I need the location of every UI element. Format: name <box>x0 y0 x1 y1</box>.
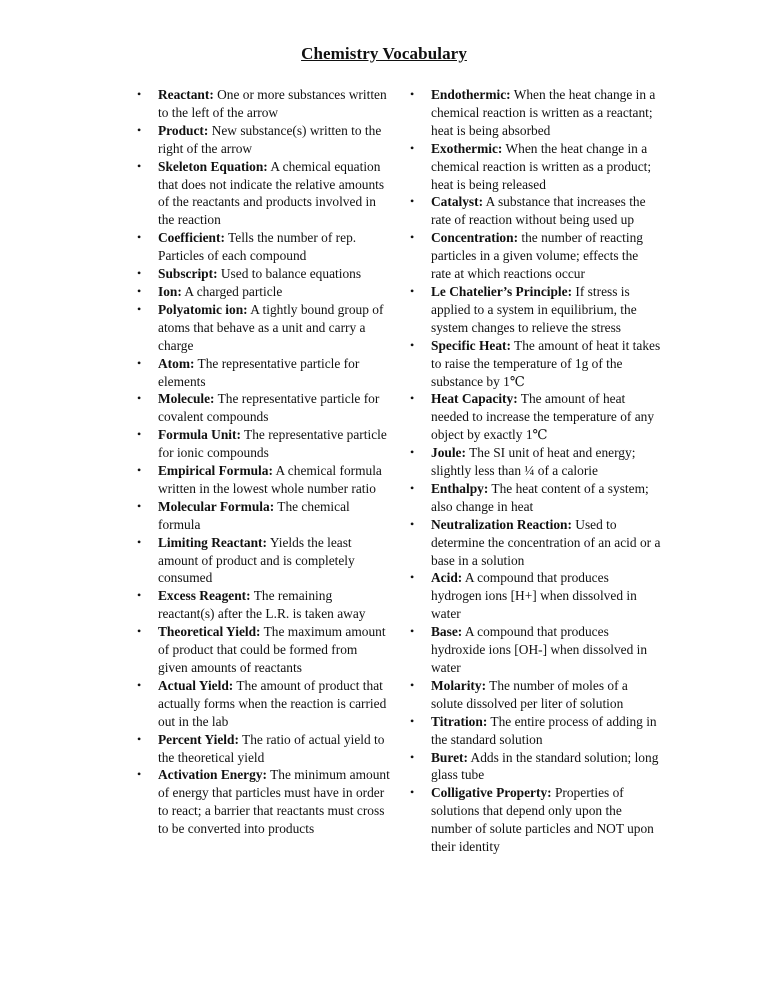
vocab-term: Skeleton Equation: <box>158 158 268 174</box>
vocab-term: Enthalpy: <box>431 480 489 496</box>
bullet-icon: • <box>137 122 142 137</box>
bullet-icon: • <box>137 427 142 442</box>
bullet-icon: • <box>137 534 142 549</box>
vocab-entry <box>128 587 390 623</box>
vocab-term: Concentration: <box>431 230 519 246</box>
bullet-icon: • <box>410 570 415 585</box>
vocab-term: Le Chatelier’s Principle: <box>431 283 573 299</box>
bullet-icon: • <box>410 391 415 406</box>
vocab-entry <box>128 122 390 158</box>
bullet-icon: • <box>410 87 415 101</box>
vocab-term: Heat Capacity: <box>431 391 518 407</box>
vocab-definition: A substance that increases the rate of reaction without being used up <box>431 194 646 228</box>
vocab-term: Subscript: <box>158 266 218 282</box>
vocab-entry <box>128 301 390 355</box>
vocab-definition: The minimum amount of energy that particles must have in order to react; a barrier that reactants must cross to be converted into products <box>158 767 390 837</box>
bullet-icon: • <box>137 283 142 298</box>
vocab-definition: A charged particle <box>181 283 283 299</box>
vocab-entry <box>401 193 661 229</box>
vocab-definition: The amount of product that actually forms when the reaction is carried out in the lab <box>158 677 387 729</box>
bullet-icon: • <box>410 516 415 531</box>
vocab-definition: The maximum amount of product that could be formed from given amounts of reactants <box>158 624 386 675</box>
vocab-definition: When the heat change in a chemical reaction is written as a reactant; heat is being absorbed <box>431 87 656 138</box>
vocab-definition: Tells the number of rep. Particles of each compound <box>158 230 357 264</box>
vocab-definition: The chemical formula <box>158 498 350 532</box>
vocab-definition: Used to determine the concentration of an acid or a base in a solution <box>431 516 661 568</box>
bullet-icon: • <box>410 713 415 728</box>
vocab-definition: The number of moles of a solute dissolved per liter of solution <box>431 677 628 711</box>
right-term-list <box>401 86 661 856</box>
bullet-icon: • <box>137 588 142 603</box>
vocab-entry <box>401 623 661 677</box>
vocab-term: Polyatomic ion: <box>158 301 248 317</box>
vocab-entry <box>401 713 661 749</box>
bullet-icon: • <box>137 301 142 316</box>
bullet-icon: • <box>410 624 415 639</box>
vocab-definition: A chemical formula written in the lowest whole number ratio <box>158 463 382 496</box>
left-term-list <box>128 86 390 838</box>
bullet-icon: • <box>410 140 415 155</box>
vocab-entry <box>401 140 661 194</box>
vocab-term: Activation Energy: <box>158 767 267 783</box>
vocab-definition: New substance(s) written to the right of the arrow <box>158 122 382 156</box>
bullet-icon: • <box>137 677 142 692</box>
vocab-definition: Properties of solutions that depend only upon the number of solute particles and NOT upon their identity <box>431 785 654 855</box>
vocab-term: Catalyst: <box>431 194 484 210</box>
vocab-definition: A chemical equation that does not indicate the relative amounts of the reactants and products involved in the reaction <box>158 158 385 228</box>
bullet-icon: • <box>137 391 142 406</box>
vocab-entry <box>128 86 390 122</box>
right-column <box>401 86 661 856</box>
vocab-term: Actual Yield: <box>158 677 234 693</box>
bullet-icon: • <box>137 266 142 281</box>
vocab-definition: The remaining reactant(s) after the L.R. is taken away <box>158 588 366 622</box>
vocab-term: Molecular Formula: <box>158 498 275 514</box>
vocab-entry <box>128 283 390 301</box>
vocab-term: Endothermic: <box>431 87 511 102</box>
bullet-icon: • <box>410 283 415 298</box>
vocab-definition: If stress is applied to a system in equilibrium, the system changes to relieve the stress <box>431 283 637 335</box>
vocab-term: Coefficient: <box>158 230 225 246</box>
vocab-term: Neutralization Reaction: <box>431 516 572 532</box>
vocab-definition: Used to balance equations <box>217 266 362 282</box>
vocab-entry <box>401 749 661 785</box>
vocab-definition: A compound that produces hydrogen ions [H+] when dissolved in water <box>431 570 637 622</box>
vocab-definition: The amount of heat it takes to raise the temperature of 1g of the substance by 1℃ <box>431 337 661 389</box>
bullet-icon: • <box>137 767 142 782</box>
vocab-entry <box>401 677 661 713</box>
vocab-entry <box>401 229 661 283</box>
vocab-definition: The entire process of adding in the standard solution <box>431 713 657 747</box>
vocab-term: Molecule: <box>158 391 215 407</box>
vocab-entry <box>128 265 390 283</box>
bullet-icon: • <box>410 677 415 692</box>
vocab-term: Base: <box>431 624 463 640</box>
left-column <box>128 86 390 838</box>
bullet-icon: • <box>137 87 142 101</box>
vocab-definition: One or more substances written to the left of the arrow <box>158 87 387 120</box>
vocab-term: Molarity: <box>431 677 487 693</box>
vocab-definition: The representative particle for covalent compounds <box>158 391 380 425</box>
vocab-entry <box>128 766 390 838</box>
vocab-definition: Yields the least amount of product and is completely consumed <box>158 534 355 586</box>
vocab-term: Excess Reagent: <box>158 588 251 604</box>
vocab-term: Formula Unit: <box>158 427 241 443</box>
bullet-icon: • <box>410 445 415 460</box>
vocab-entry <box>128 390 390 426</box>
bullet-icon: • <box>410 749 415 764</box>
vocab-term: Product: <box>158 122 209 138</box>
bullet-icon: • <box>137 355 142 370</box>
vocab-entry <box>401 516 661 570</box>
vocab-entry <box>128 498 390 534</box>
vocab-term: Limiting Reactant: <box>158 534 267 550</box>
vocab-definition: The representative particle for ionic compounds <box>158 427 387 461</box>
vocab-definition: A compound that produces hydroxide ions [OH-] when dissolved in water <box>431 624 648 675</box>
vocab-term: Ion: <box>158 283 182 299</box>
vocab-definition: The ratio of actual yield to the theoretical yield <box>158 731 385 765</box>
vocab-definition: Adds in the standard solution; long glass tube <box>431 749 659 783</box>
vocab-entry <box>401 444 661 480</box>
vocab-entry <box>128 229 390 265</box>
bullet-icon: • <box>137 463 142 478</box>
vocab-definition: When the heat change in a chemical reaction is written as a product; heat is being released <box>431 140 652 192</box>
bullet-icon: • <box>410 194 415 209</box>
bullet-icon: • <box>137 498 142 513</box>
page-title: Chemistry Vocabulary <box>301 44 467 63</box>
vocab-entry <box>128 426 390 462</box>
vocab-definition: the number of reacting particles in a given volume; effects the rate at which reactions occur <box>431 230 643 282</box>
vocab-entry <box>128 158 390 230</box>
vocab-term: Colligative Property: <box>431 785 552 801</box>
vocab-term: Specific Heat: <box>431 337 511 353</box>
vocab-term: Reactant: <box>158 87 214 102</box>
vocab-term: Acid: <box>431 570 463 586</box>
vocab-entry <box>401 480 661 516</box>
bullet-icon: • <box>410 480 415 495</box>
vocab-entry <box>128 534 390 588</box>
vocab-entry <box>128 462 390 498</box>
vocab-term: Titration: <box>431 713 488 729</box>
vocab-term: Atom: <box>158 355 195 371</box>
vocab-term: Empirical Formula: <box>158 463 273 479</box>
vocab-definition: A tightly bound group of atoms that behave as a unit and carry a charge <box>158 301 384 353</box>
vocab-definition: The representative particle for elements <box>158 355 360 389</box>
bullet-icon: • <box>410 230 415 245</box>
vocab-definition: The SI unit of heat and energy; slightly less than ¼ of a calorie <box>431 445 636 479</box>
vocab-entry <box>128 623 390 677</box>
vocab-entry <box>401 784 661 856</box>
vocab-entry <box>128 677 390 731</box>
vocab-entry <box>401 337 661 391</box>
bullet-icon: • <box>137 731 142 746</box>
vocab-definition: The amount of heat needed to increase the temperature of any object by exactly 1℃ <box>431 391 655 443</box>
bullet-icon: • <box>137 624 142 639</box>
bullet-icon: • <box>410 337 415 352</box>
vocab-term: Buret: <box>431 749 468 765</box>
bullet-icon: • <box>137 158 142 173</box>
vocab-entry <box>401 283 661 337</box>
vocab-term: Exothermic: <box>431 140 503 156</box>
vocab-term: Joule: <box>431 445 466 461</box>
vocab-entry <box>128 731 390 767</box>
vocab-term: Percent Yield: <box>158 731 239 747</box>
vocab-entry <box>128 355 390 391</box>
vocab-definition: The heat content of a system; also change in heat <box>431 480 649 514</box>
vocab-term: Theoretical Yield: <box>158 624 261 640</box>
vocab-entry <box>401 86 661 140</box>
bullet-icon: • <box>137 230 142 245</box>
vocab-entry <box>401 390 661 444</box>
bullet-icon: • <box>410 785 415 800</box>
vocab-entry <box>401 569 661 623</box>
